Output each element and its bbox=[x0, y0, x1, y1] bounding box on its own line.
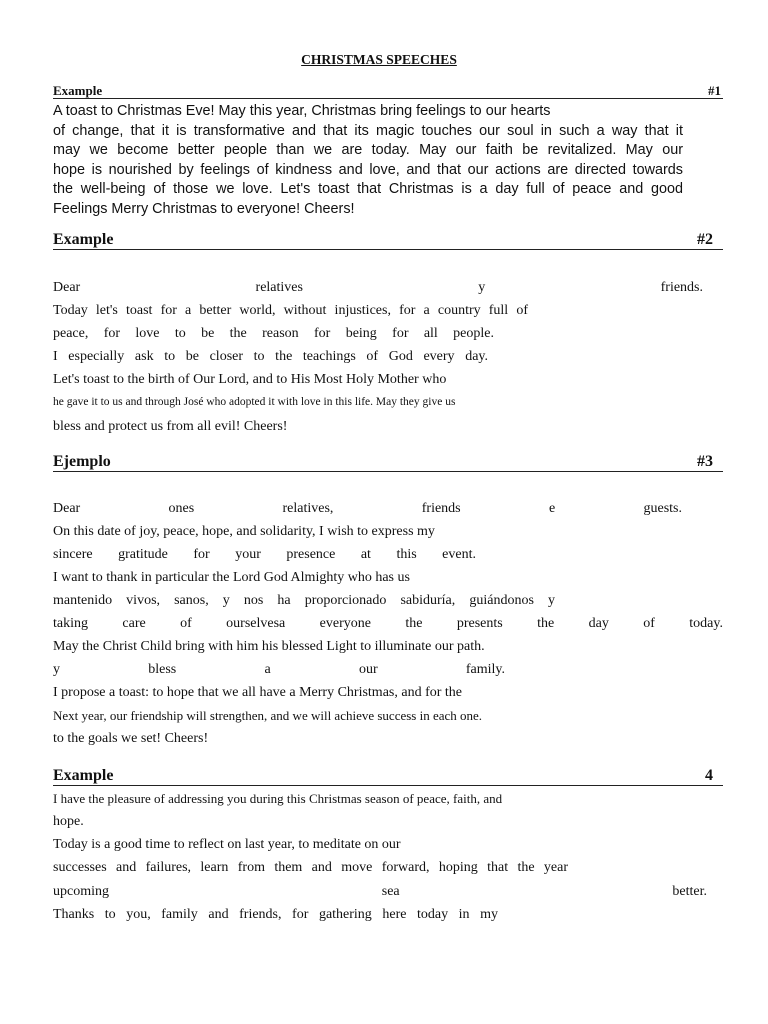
text-line: Let's toast to the birth of Our Lord, and to His Most Holy Mother who bbox=[53, 372, 447, 387]
text-line: sincere gratitude for your presence at this event. bbox=[53, 547, 476, 562]
section-label: Ejemplo bbox=[53, 453, 111, 470]
text-line: Next year, our friendship will strengthen, and we will achieve success in each one. bbox=[53, 708, 483, 723]
text-line: successes and failures, learn from them and move forward, hoping that the year bbox=[53, 860, 568, 875]
text-line: hope is nourished by feelings of kindness and love, and that our actions are directed towards bbox=[53, 161, 683, 178]
text-line: Dear ones relatives, friends e guests. bbox=[53, 501, 682, 516]
text-line: A toast to Christmas Eve! May this year, Christmas bring feelings to our hearts bbox=[53, 103, 551, 119]
text-line: I especially ask to be closer to the teachings of God every day. bbox=[53, 349, 488, 364]
text-line: may we become better people than we are today. May our faith be revitalized. May our bbox=[53, 142, 683, 159]
text-line: he gave it to us and through José who adopted it with love in this life. May they give us bbox=[53, 396, 456, 408]
text-line: y bless a our family. bbox=[53, 662, 505, 677]
text-line: mantenido vivos, sanos, y nos ha proporcionado sabiduría, guiándonos y bbox=[53, 593, 555, 608]
text-line: Today is a good time to reflect on last year, to meditate on our bbox=[53, 837, 401, 852]
section-header-1 bbox=[53, 84, 723, 99]
text-line: Today let's toast for a better world, without injustices, for a country full of bbox=[53, 303, 528, 318]
document-title: CHRISTMAS SPEECHES bbox=[301, 52, 457, 67]
text-line: to the goals we set! Cheers! bbox=[53, 731, 209, 746]
section-body-1 bbox=[53, 102, 683, 220]
section-number: 4 bbox=[705, 767, 713, 784]
text-line: taking care of ourselvesa everyone the presents the day of today. bbox=[53, 616, 723, 631]
text-line: Dear relatives y friends. bbox=[53, 280, 703, 295]
text-line: bless and protect us from all evil! Cheers! bbox=[53, 419, 288, 434]
text-line: I want to thank in particular the Lord God Almighty who has us bbox=[53, 570, 410, 585]
section-label: Example bbox=[53, 231, 114, 248]
section-label: Example bbox=[53, 767, 114, 784]
text-line: I have the pleasure of addressing you during this Christmas season of peace, faith, and bbox=[53, 791, 503, 806]
text-line: Thanks to you, family and friends, for gathering here today in my bbox=[53, 907, 498, 922]
text-line: Feelings Merry Christmas to everyone! Cheers! bbox=[53, 200, 355, 217]
text-line: On this date of joy, peace, hope, and solidarity, I wish to express my bbox=[53, 524, 435, 539]
text-line: upcoming sea better. bbox=[53, 884, 707, 899]
section-label: Example bbox=[53, 83, 103, 98]
text-line: hope. bbox=[53, 814, 84, 829]
section-number: #2 bbox=[697, 231, 713, 248]
text-line: of change, that it is transformative and that its magic touches our soul in such a way that it bbox=[53, 122, 683, 139]
section-header-2 bbox=[53, 232, 723, 250]
section-number: #1 bbox=[708, 83, 721, 98]
text-line: I propose a toast: to hope that we all have a Merry Christmas, and for the bbox=[53, 685, 462, 700]
section-number: #3 bbox=[697, 453, 713, 470]
text-line: peace, for love to be the reason for being for all people. bbox=[53, 326, 494, 341]
text-line: May the Christ Child bring with him his blessed Light to illuminate our path. bbox=[53, 639, 485, 654]
section-header-3 bbox=[53, 454, 723, 472]
section-header-4 bbox=[53, 768, 723, 786]
text-line: the well-being of those we love. Let's toast that Christmas is a day full of peace and good bbox=[53, 181, 683, 198]
